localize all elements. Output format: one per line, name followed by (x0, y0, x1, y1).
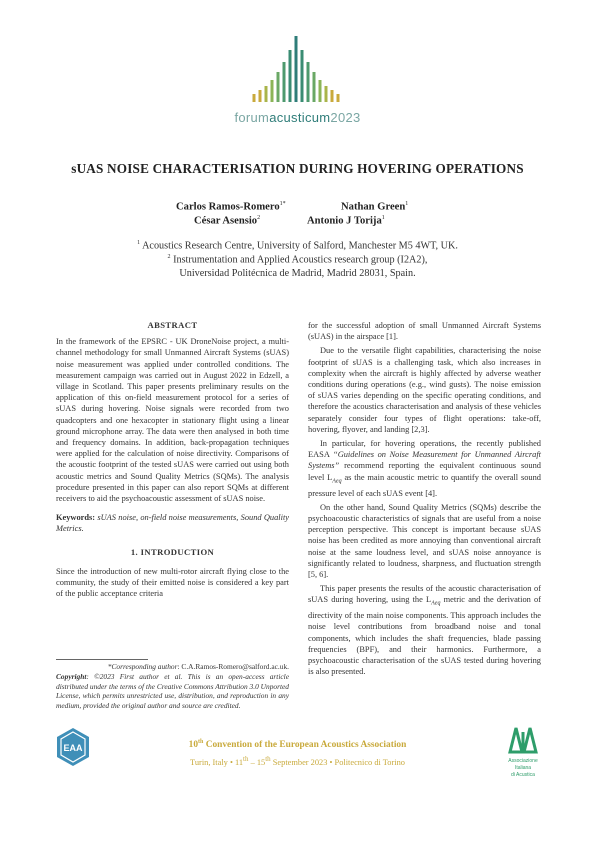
venue-sup: th (243, 755, 249, 763)
aia-line-1: Associazione (508, 758, 538, 764)
affiliation-2-line-2: Universidad Politécnica de Madrid, Madrid 28031, Spain. (179, 268, 416, 279)
copyright-label: Copyright (56, 671, 87, 681)
logo-bar (301, 50, 304, 102)
logo-bar (253, 94, 256, 102)
venue-text: Turin, Italy • 11 (190, 757, 244, 767)
brand-prefix: forum (234, 110, 270, 125)
corr-email: : C.A.Ramos-Romero@salford.ac.uk. (177, 662, 289, 671)
paragraph-continuation: for the successful adoption of small Unmanned Aircraft Systems (sUAS) in the airspace [1]. (308, 321, 541, 342)
brand-main: acusticum (269, 110, 331, 125)
convention-name: Convention of the European Acoustics Association (203, 740, 407, 751)
text-run: recommend reporting the equivalent continuous sound level L (308, 461, 541, 482)
aff-text: Instrumentation and Applied Acoustics research group (I2A2), (173, 254, 428, 266)
paragraph-easa (308, 438, 541, 499)
aia-line-2: Italiana (514, 765, 532, 771)
ordinal: 10 (188, 740, 199, 751)
eaa-logo-text: EAA (63, 743, 83, 753)
logo-bar (259, 90, 262, 102)
author-3 (194, 215, 260, 227)
keywords-label: Keywords: (56, 513, 96, 523)
author-sup: 1 (405, 201, 409, 207)
author-name: César Asensio (194, 215, 258, 227)
text-run: In particular, for hovering operations, the recently published EASA (308, 439, 541, 460)
subscript: Aeq (431, 601, 441, 608)
author-name: Carlos Ramos-Romero (176, 201, 280, 213)
left-column (56, 320, 289, 599)
text-run: This paper presents the results of the acoustic characterisation of sUAS during hovering, using the L (308, 584, 541, 605)
aff-text: Acoustics Research Centre, University of Salford, Manchester M5 4WT, UK. (142, 240, 458, 252)
corresponding-author (56, 662, 289, 672)
brand-year: 2023 (330, 110, 361, 125)
footnote-rule (56, 659, 148, 660)
aff-sup: 2 (167, 254, 171, 260)
guideline-title: “Guidelines on Noise Measurement for Unmanned Aircraft Systems” (308, 450, 541, 471)
logo-bar (331, 90, 334, 102)
logo-bar (337, 94, 340, 102)
logo-bar (265, 86, 268, 102)
copyright-text: : ©2023 First author et al. This is an open-access article distributed under the terms of the Creative Commons Attribution 3.0 Unported License, which permits unrestricted use, distribution, and reproduction in any medium, provided the original author and source are credited. (56, 671, 289, 711)
author-1 (176, 201, 286, 213)
logo-bar (307, 62, 310, 102)
author-sup: 1* (279, 201, 286, 207)
text-run: as the main acoustic metric to quantify the overall sound pressure level of each sUAS event [4]. (308, 472, 541, 498)
copyright-note (56, 672, 289, 711)
abstract-text: In the framework of the EPSRC - UK DroneNoise project, a multi-channel methodology for small Unmanned Aircraft Systems (sUAS) noise measurement was applied under controlled conditions. The measurement campaign was carried out in August 2022 in Edzell, a village in Scotland. This paper presents preliminary results on the application of this on-field measurement protocol for a series of sUAS during hovering. Noise signals were recorded from two quadcopters and one hexacopter in stationary flight using a linear ground microphone array. The data were then analysed in both time and frequency domains. In addition, back-propagation techniques were applied for the calculation of noise directivity. Comparisons of the acoustic footprint of the tested sUAS were carried out using both acoustic metrics and Sound Quality Metrics (SQMs). The analysis procedure presented in this paper can also report SQMs at different receivers to aid the psychoacoustic assessment of sUAS noise. (56, 337, 289, 504)
keywords-text: sUAS noise, on-field noise measurements, Sound Quality Metrics. (56, 513, 289, 534)
logo-bar (319, 80, 322, 102)
logo-bar (325, 86, 328, 102)
author-2 (341, 201, 408, 213)
affiliation-1 (0, 240, 595, 251)
keywords (56, 512, 289, 534)
author-4 (307, 215, 385, 227)
logo-bar (283, 62, 286, 102)
aff-sup: 1 (137, 240, 141, 246)
text-run: metric and the derivation of directivity of the main noise components. This approach includes the noise level contributions from broadband noise and tonal components, which includes the shaft frequencies, blade passing frequencies (BPF), and their harmonics. Furthermore, a psychoacoustic characterisation of the sUAS tested during hovering is also presented. (308, 595, 541, 677)
author-sup: 2 (257, 215, 261, 221)
intro-heading: 1. INTRODUCTION (130, 546, 215, 557)
paragraph-this-paper (308, 583, 541, 677)
logo-bar (289, 50, 292, 102)
paper-title: sUAS NOISE CHARACTERISATION DURING HOVERING OPERATIONS (71, 161, 524, 176)
venue-text: – 15 (248, 757, 266, 767)
paragraph-sqm: On the other hand, Sound Quality Metrics (SQMs) describe the psychoacoustic characteristics of signals that are useful from a noise perception perspective. This concept is important because sUAS noise has been credited as more annoying than conventional aircraft noise at the same loudness level, and sUAS noise annoyance is significantly related to loudness, sharpness, and fluctuation strength [5, 6]. (308, 502, 541, 579)
aia-line-3: di Acustica (511, 772, 535, 778)
venue-text: September 2023 • Politecnico di Torino (270, 757, 405, 767)
affiliation-2 (0, 254, 595, 265)
right-column (308, 320, 541, 677)
abstract-heading: ABSTRACT (147, 320, 198, 330)
logo-bar (295, 36, 298, 102)
venue-sup: th (265, 755, 271, 763)
footnote (56, 662, 289, 711)
logo-bar (313, 72, 316, 102)
intro-paragraph: Since the introduction of new multi-rotor aircraft flying close to the community, the study of their emitted noise is considered a key part of the public acceptance criteria (56, 566, 289, 599)
author-name: Antonio J Torija (307, 215, 382, 227)
logo-bar (271, 80, 274, 102)
logo-bar (277, 72, 280, 102)
forum-acusticum-skyline-logo (0, 30, 595, 110)
author-name: Nathan Green (341, 201, 406, 213)
aia-logo (506, 724, 540, 784)
ordinal-sup: th (198, 739, 204, 745)
paragraph-flight-capabilities: Due to the versatile flight capabilities, characterising the noise footprint of sUAS is a challenging task, which also increases in complexity when the aircraft is highly affected by adverse weather conditions during operations (e.g., wind gusts). The noise emission of sUAS varies depending on the specific operating conditions, and therefore the acoustics characterisation and analysis of these vehicles separately consider four types of flight operations: take-off, hovering, flyover, and landing [2,3]. (308, 346, 541, 434)
subscript: Aeq (332, 478, 342, 485)
conference-brand (0, 110, 595, 125)
author-sup: 1 (381, 215, 385, 221)
corr-label: *Corresponding author (107, 662, 178, 671)
